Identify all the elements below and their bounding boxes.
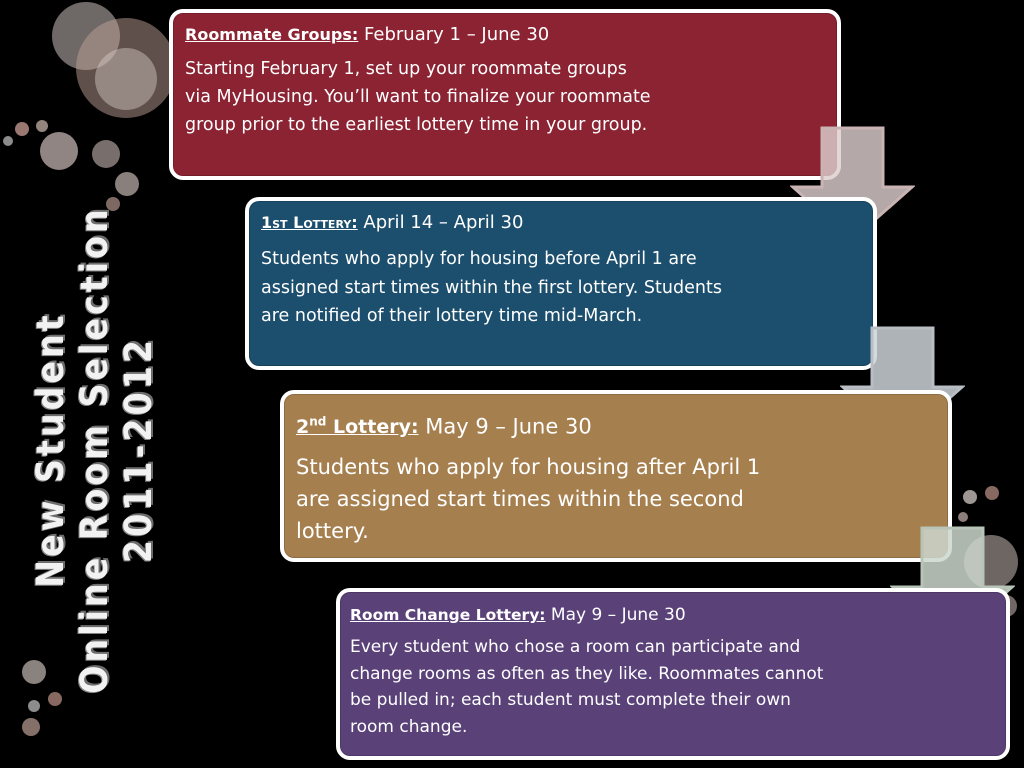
card-label: Room Change Lottery:: [350, 606, 546, 624]
card-body: Students who apply for housing before April 1 are assigned start times within the first lottery. Students are notified of their lottery time mid-March.: [261, 249, 722, 326]
title-line-3: 2011-2012: [117, 336, 160, 564]
decorative-bubble: [963, 490, 977, 504]
card-body: Starting February 1, set up your roommate groups via MyHousing. You’ll want to finalize your roommate group prior to the earliest lottery time in your group.: [185, 59, 651, 135]
decorative-bubble: [15, 122, 29, 136]
decorative-bubble: [48, 692, 62, 706]
roommate-groups-card: [169, 9, 841, 180]
card-label-ordinal: nd: [309, 415, 327, 429]
room-change-lottery-card: [336, 588, 1010, 760]
decorative-bubble: [115, 172, 139, 196]
decorative-bubble: [92, 140, 120, 168]
card-dates: February 1 – June 30: [364, 24, 550, 45]
decorative-bubble: [985, 486, 999, 500]
card-label-text: Lottery:: [326, 416, 419, 439]
card-label: Roommate Groups:: [185, 25, 359, 44]
decorative-bubble: [95, 48, 157, 110]
card-heading: [350, 604, 996, 626]
card-heading: [296, 408, 938, 441]
card-heading: [261, 211, 863, 235]
decorative-bubble: [22, 718, 40, 736]
title-line-2: Online Room Selection: [73, 206, 116, 694]
decorative-bubble: [958, 512, 968, 522]
decorative-bubble: [28, 700, 40, 712]
decorative-bubble: [36, 120, 48, 132]
card-body: Students who apply for housing after April 1 are assigned start times within the second lottery.: [296, 455, 761, 544]
card-label: 1st Lottery:: [261, 213, 358, 232]
slide-title: [29, 206, 161, 693]
first-lottery-card: [245, 197, 877, 370]
decorative-bubble: [40, 132, 78, 170]
card-dates: May 9 – June 30: [425, 414, 592, 439]
card-body: Every student who chose a room can participate and change rooms as often as they like. Roommates cannot be pulled in; each student must complete their own room change.: [350, 637, 824, 737]
decorative-bubble: [3, 136, 13, 146]
card-dates: April 14 – April 30: [363, 212, 524, 233]
title-line-1: New Student: [29, 312, 72, 588]
card-dates: May 9 – June 30: [550, 605, 686, 625]
card-heading: [185, 23, 827, 47]
second-lottery-card: [280, 390, 952, 562]
card-label: [296, 416, 419, 438]
card-label-number: 2: [296, 416, 310, 439]
